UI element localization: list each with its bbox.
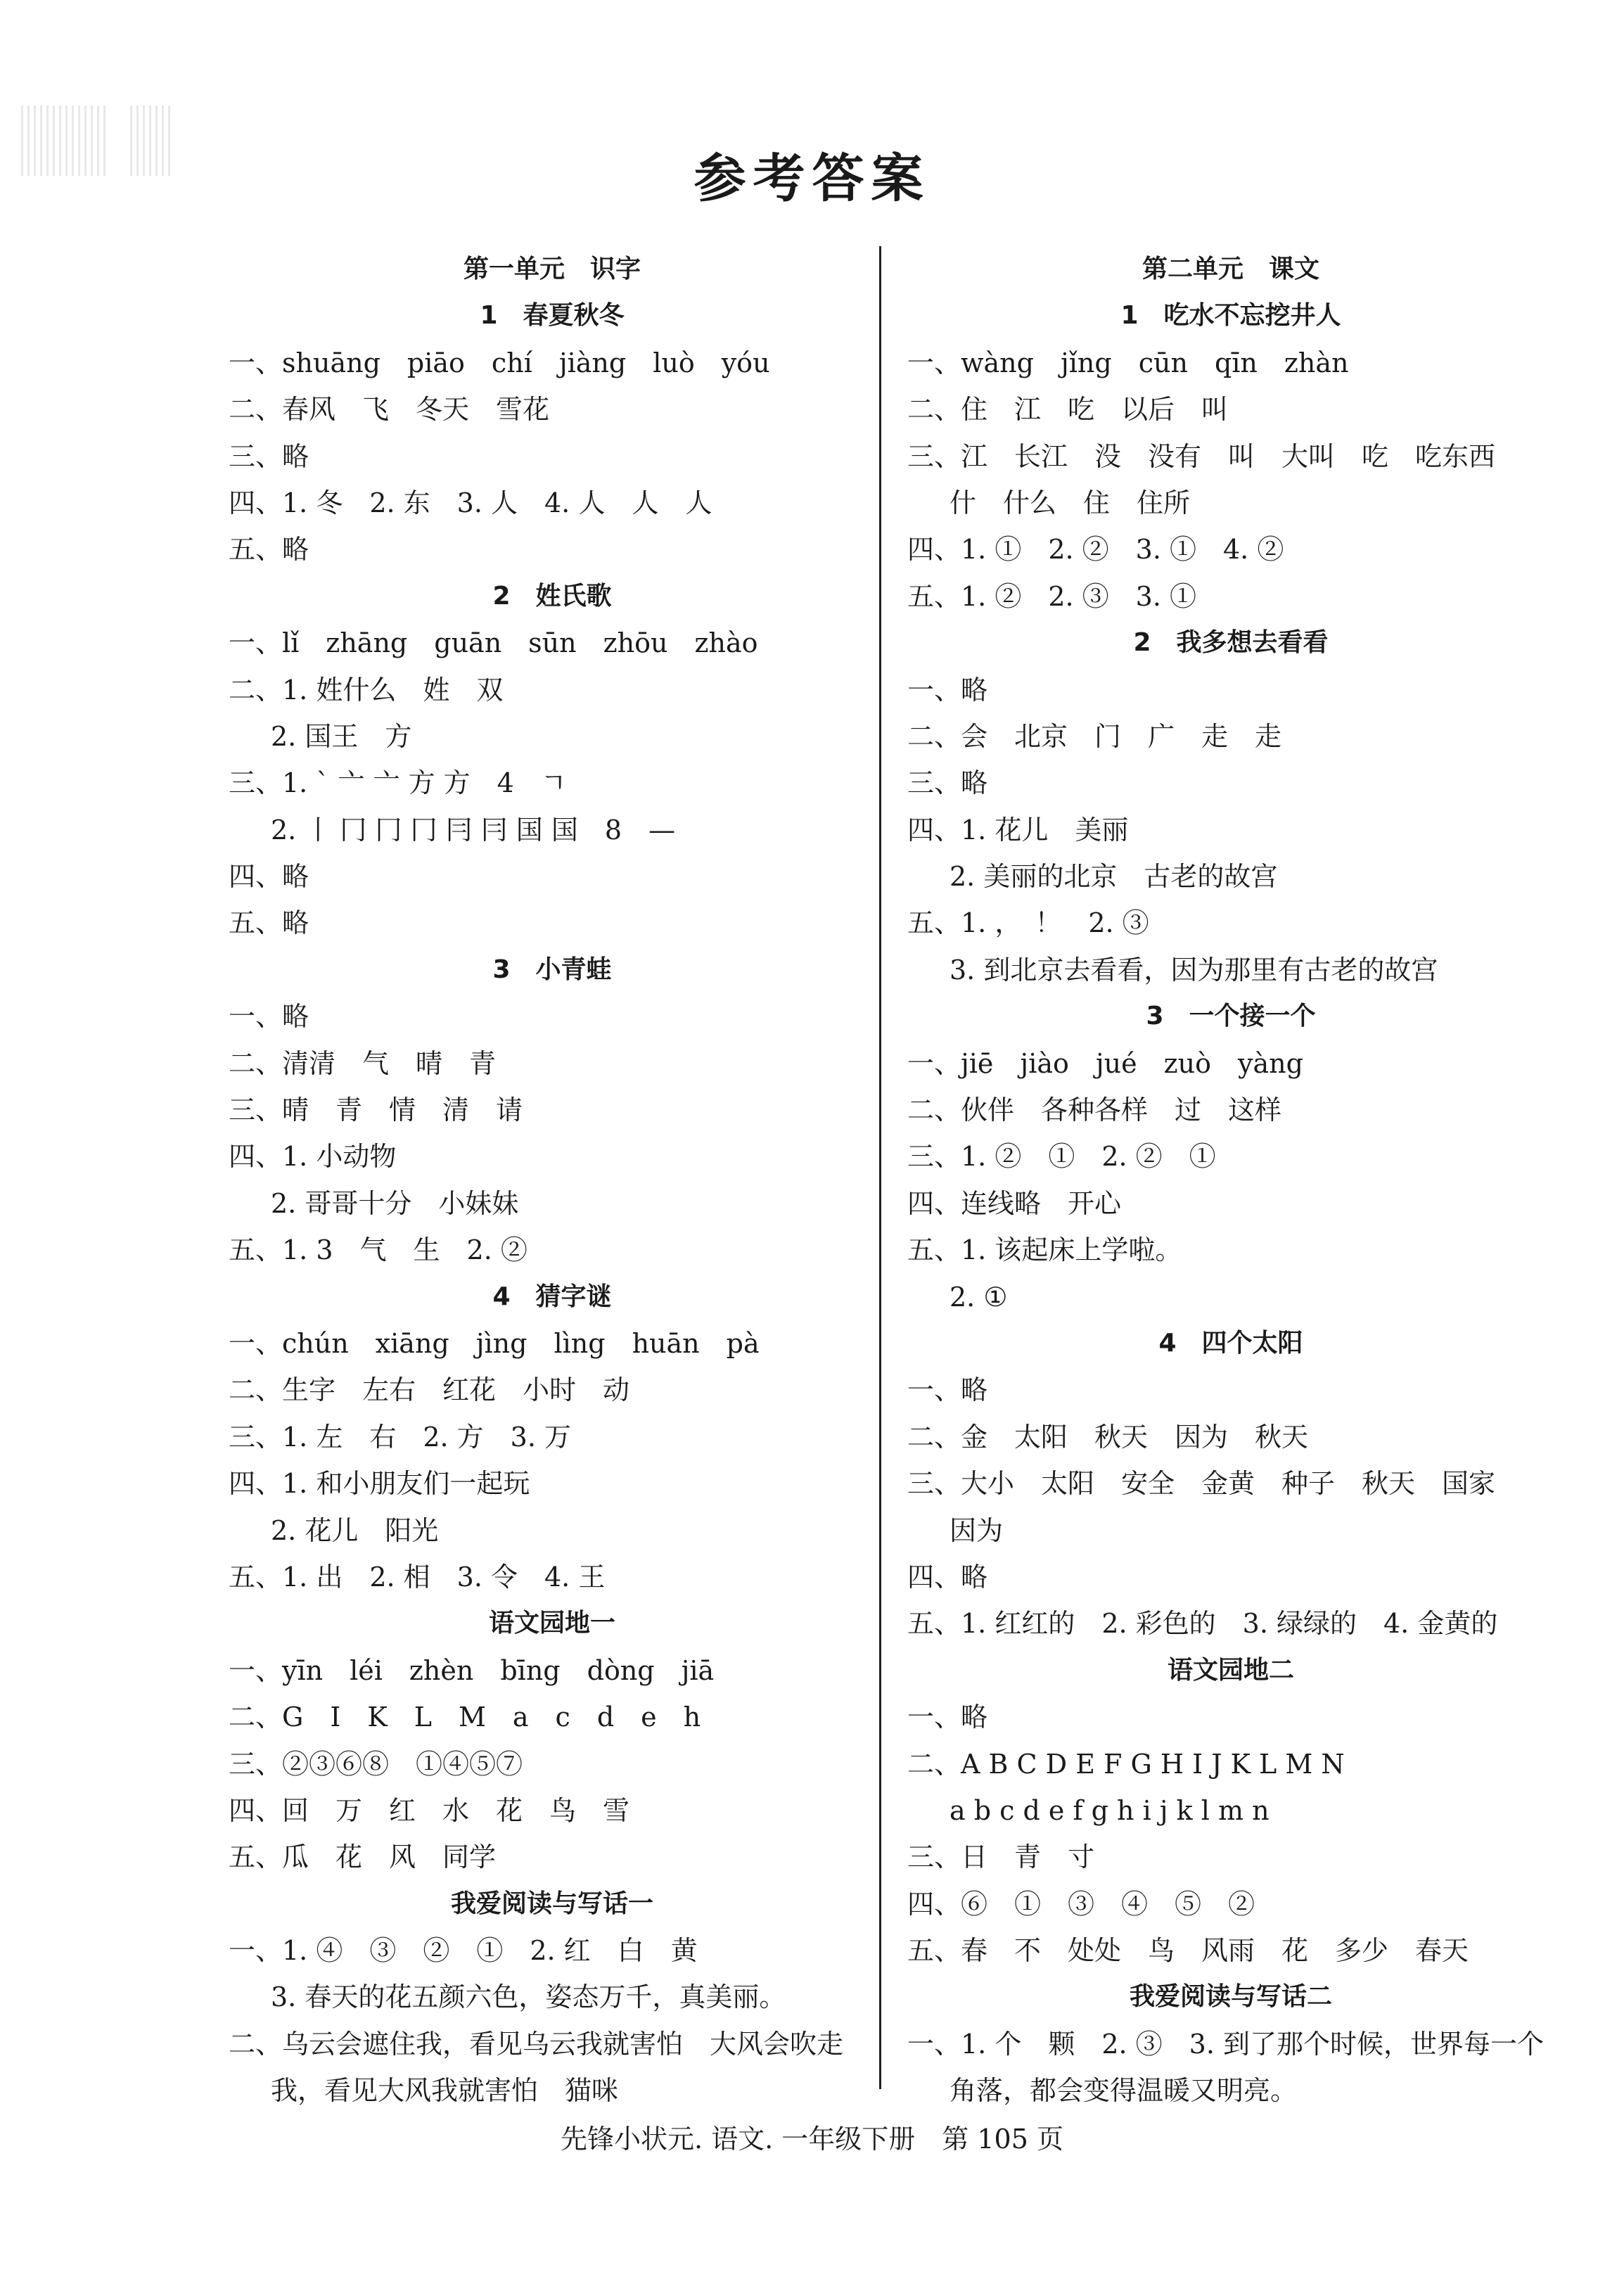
answer-line: 一、yīn léi zhèn bīng dòng jiā [229, 1654, 715, 1686]
answer-line: 四、略 [907, 1561, 988, 1593]
answer-line: 三、②③⑥⑧ ①④⑤⑦ [229, 1748, 523, 1780]
answer-line: 三、1. 左 右 2. 方 3. 万 [229, 1421, 572, 1453]
answer-line: 五、1. ② 2. ③ 3. ① [907, 580, 1197, 612]
answer-line: 四、1. 和小朋友们一起玩 [229, 1468, 530, 1500]
answer-line: 3. 到北京去看看，因为那里有古老的故宫 [950, 954, 1438, 985]
answer-line: 一、chún xiāng jìng lìng huān pà [229, 1327, 760, 1359]
answer-line: 三、1. ② ① 2. ② ① [907, 1141, 1216, 1173]
answer-line: 四、回 万 红 水 花 鸟 雪 [229, 1794, 630, 1826]
answer-line: 2. 美丽的北京 古老的故宫 [950, 861, 1278, 893]
answer-line: 一、wàng jǐng cūn qīn zhàn [907, 347, 1349, 378]
answer-line: 五、1. 红红的 2. 彩色的 3. 绿绿的 4. 金黄的 [907, 1608, 1498, 1640]
answer-line: 五、春 不 处处 鸟 风雨 花 多少 春天 [907, 1935, 1469, 1967]
section-heading: 第二单元 课文 [1142, 255, 1319, 283]
page-title: 参考答案 [693, 148, 931, 209]
section-heading: 2 姓氏歌 [492, 581, 612, 611]
answer-line: 五、略 [229, 907, 309, 939]
answer-line: 2. ① [950, 1281, 1008, 1313]
right-answer-column [907, 246, 1554, 2114]
answer-line: 一、略 [907, 1374, 988, 1406]
answer-line: 三、略 [229, 440, 309, 472]
section-heading: 3 一个接一个 [1146, 1002, 1316, 1031]
answer-line: 三、晴 青 情 清 请 [229, 1094, 523, 1126]
section-heading: 我爱阅读与写话二 [1129, 1982, 1332, 2012]
section-heading: 3 小青蛙 [492, 955, 612, 984]
answer-line: 一、shuāng piāo chí jiàng luò yóu [229, 347, 770, 378]
answer-line: 角落，都会变得温暖又明亮。 [950, 2075, 1298, 2107]
answer-line: 2. 国王 方 [271, 720, 412, 752]
left-answer-column [229, 246, 876, 2114]
answer-line: 一、1. 个 颗 2. ③ 3. 到了那个时候，世界每一个 [907, 2028, 1545, 2060]
answer-line: 五、1. 出 2. 相 3. 令 4. 王 [229, 1561, 606, 1593]
answer-line: 什 什么 住 住所 [950, 487, 1191, 518]
answer-line: 四、1. ① 2. ② 3. ① 4. ② [907, 534, 1284, 566]
answer-line: 四、1. 小动物 [229, 1141, 397, 1173]
answer-line: 一、jiē jiào jué zuò yàng [907, 1047, 1303, 1079]
section-heading: 4 四个太阳 [1158, 1328, 1303, 1358]
answer-line: 四、⑥ ① ③ ④ ⑤ ② [907, 1888, 1255, 1920]
answer-line: 二、生字 左右 红花 小时 动 [229, 1374, 630, 1406]
answer-line: 五、1. 3 气 生 2. ② [229, 1234, 528, 1266]
answer-line: 二、会 北京 门 广 走 走 [907, 720, 1282, 752]
section-heading: 语文园地一 [488, 1609, 615, 1638]
column-divider [879, 246, 881, 2089]
answer-line: 四、略 [229, 861, 309, 893]
answer-line: 一、略 [229, 1001, 309, 1033]
answer-line: 三、日 青 寸 [907, 1842, 1095, 1873]
answer-line: 二、G I K L M a c d e h [229, 1702, 701, 1733]
answer-line: 三、大小 太阳 安全 金黄 种子 秋天 国家 [907, 1468, 1496, 1500]
section-heading: 1 春夏秋冬 [480, 301, 625, 331]
answer-line: 二、乌云会遮住我，看见乌云我就害怕 大风会吹走 [229, 2028, 844, 2060]
answer-line: 一、lǐ zhāng guān sūn zhōu zhào [229, 627, 758, 659]
answer-line: a b c d e f g h i j k l m n [950, 1794, 1270, 1826]
section-heading: 语文园地二 [1167, 1655, 1294, 1685]
page-footer: 先锋小状元. 语文. 一年级下册 第 105 页 [560, 2124, 1063, 2155]
answer-line: 五、瓜 花 风 同学 [229, 1842, 497, 1873]
answer-line: 3. 春天的花五颜六色，姿态万千，真美丽。 [271, 1981, 786, 2013]
answer-line: 三、江 长江 没 没有 叫 大叫 吃 吃东西 [907, 440, 1496, 472]
answer-line: 二、1. 姓什么 姓 双 [229, 674, 504, 706]
answer-line: 三、略 [907, 767, 988, 799]
answer-line: 二、金 太阳 秋天 因为 秋天 [907, 1421, 1309, 1453]
answer-line: 一、1. ④ ③ ② ① 2. 红 白 黄 [229, 1935, 698, 1967]
section-heading: 1 吃水不忘挖井人 [1120, 301, 1341, 331]
answer-line: 我，看见大风我就害怕 猫咪 [271, 2075, 619, 2107]
answer-line: 二、伙伴 各种各样 过 这样 [907, 1094, 1282, 1126]
answer-line: 五、略 [229, 534, 309, 566]
answer-line: 二、住 江 吃 以后 叫 [907, 394, 1229, 426]
answer-line: 五、1. ， ！ 2. ③ [907, 907, 1149, 939]
answer-line: 二、A B C D E F G H I J K L M N [907, 1748, 1345, 1780]
answer-line: 五、1. 该起床上学啦。 [907, 1234, 1182, 1266]
answer-line: 三、1. ˋ 亠 亠 方 方 4 ㄱ [229, 767, 567, 799]
answer-line: 一、略 [907, 674, 988, 706]
answer-line: 四、连线略 开心 [907, 1187, 1122, 1219]
answer-line: 二、清清 气 晴 青 [229, 1047, 497, 1079]
answer-line: 因为 [950, 1514, 1004, 1546]
answer-line: 2. 丨 冂 冂 冂 冃 冃 国 国 8 — [271, 814, 676, 845]
section-heading: 4 猜字谜 [492, 1282, 612, 1311]
answer-line: 四、1. 花儿 美丽 [907, 814, 1129, 845]
section-heading: 我爱阅读与写话一 [450, 1889, 653, 1918]
answer-line: 一、略 [907, 1702, 988, 1733]
section-heading: 第一单元 识字 [463, 255, 641, 283]
section-heading: 2 我多想去看看 [1133, 628, 1329, 658]
answer-line: 2. 花儿 阳光 [271, 1514, 439, 1546]
answer-line: 二、春风 飞 冬天 雪花 [229, 394, 550, 426]
answer-line: 2. 哥哥十分 小妹妹 [271, 1187, 519, 1219]
answer-line: 四、1. 冬 2. 东 3. 人 4. 人 人 人 [229, 487, 712, 518]
